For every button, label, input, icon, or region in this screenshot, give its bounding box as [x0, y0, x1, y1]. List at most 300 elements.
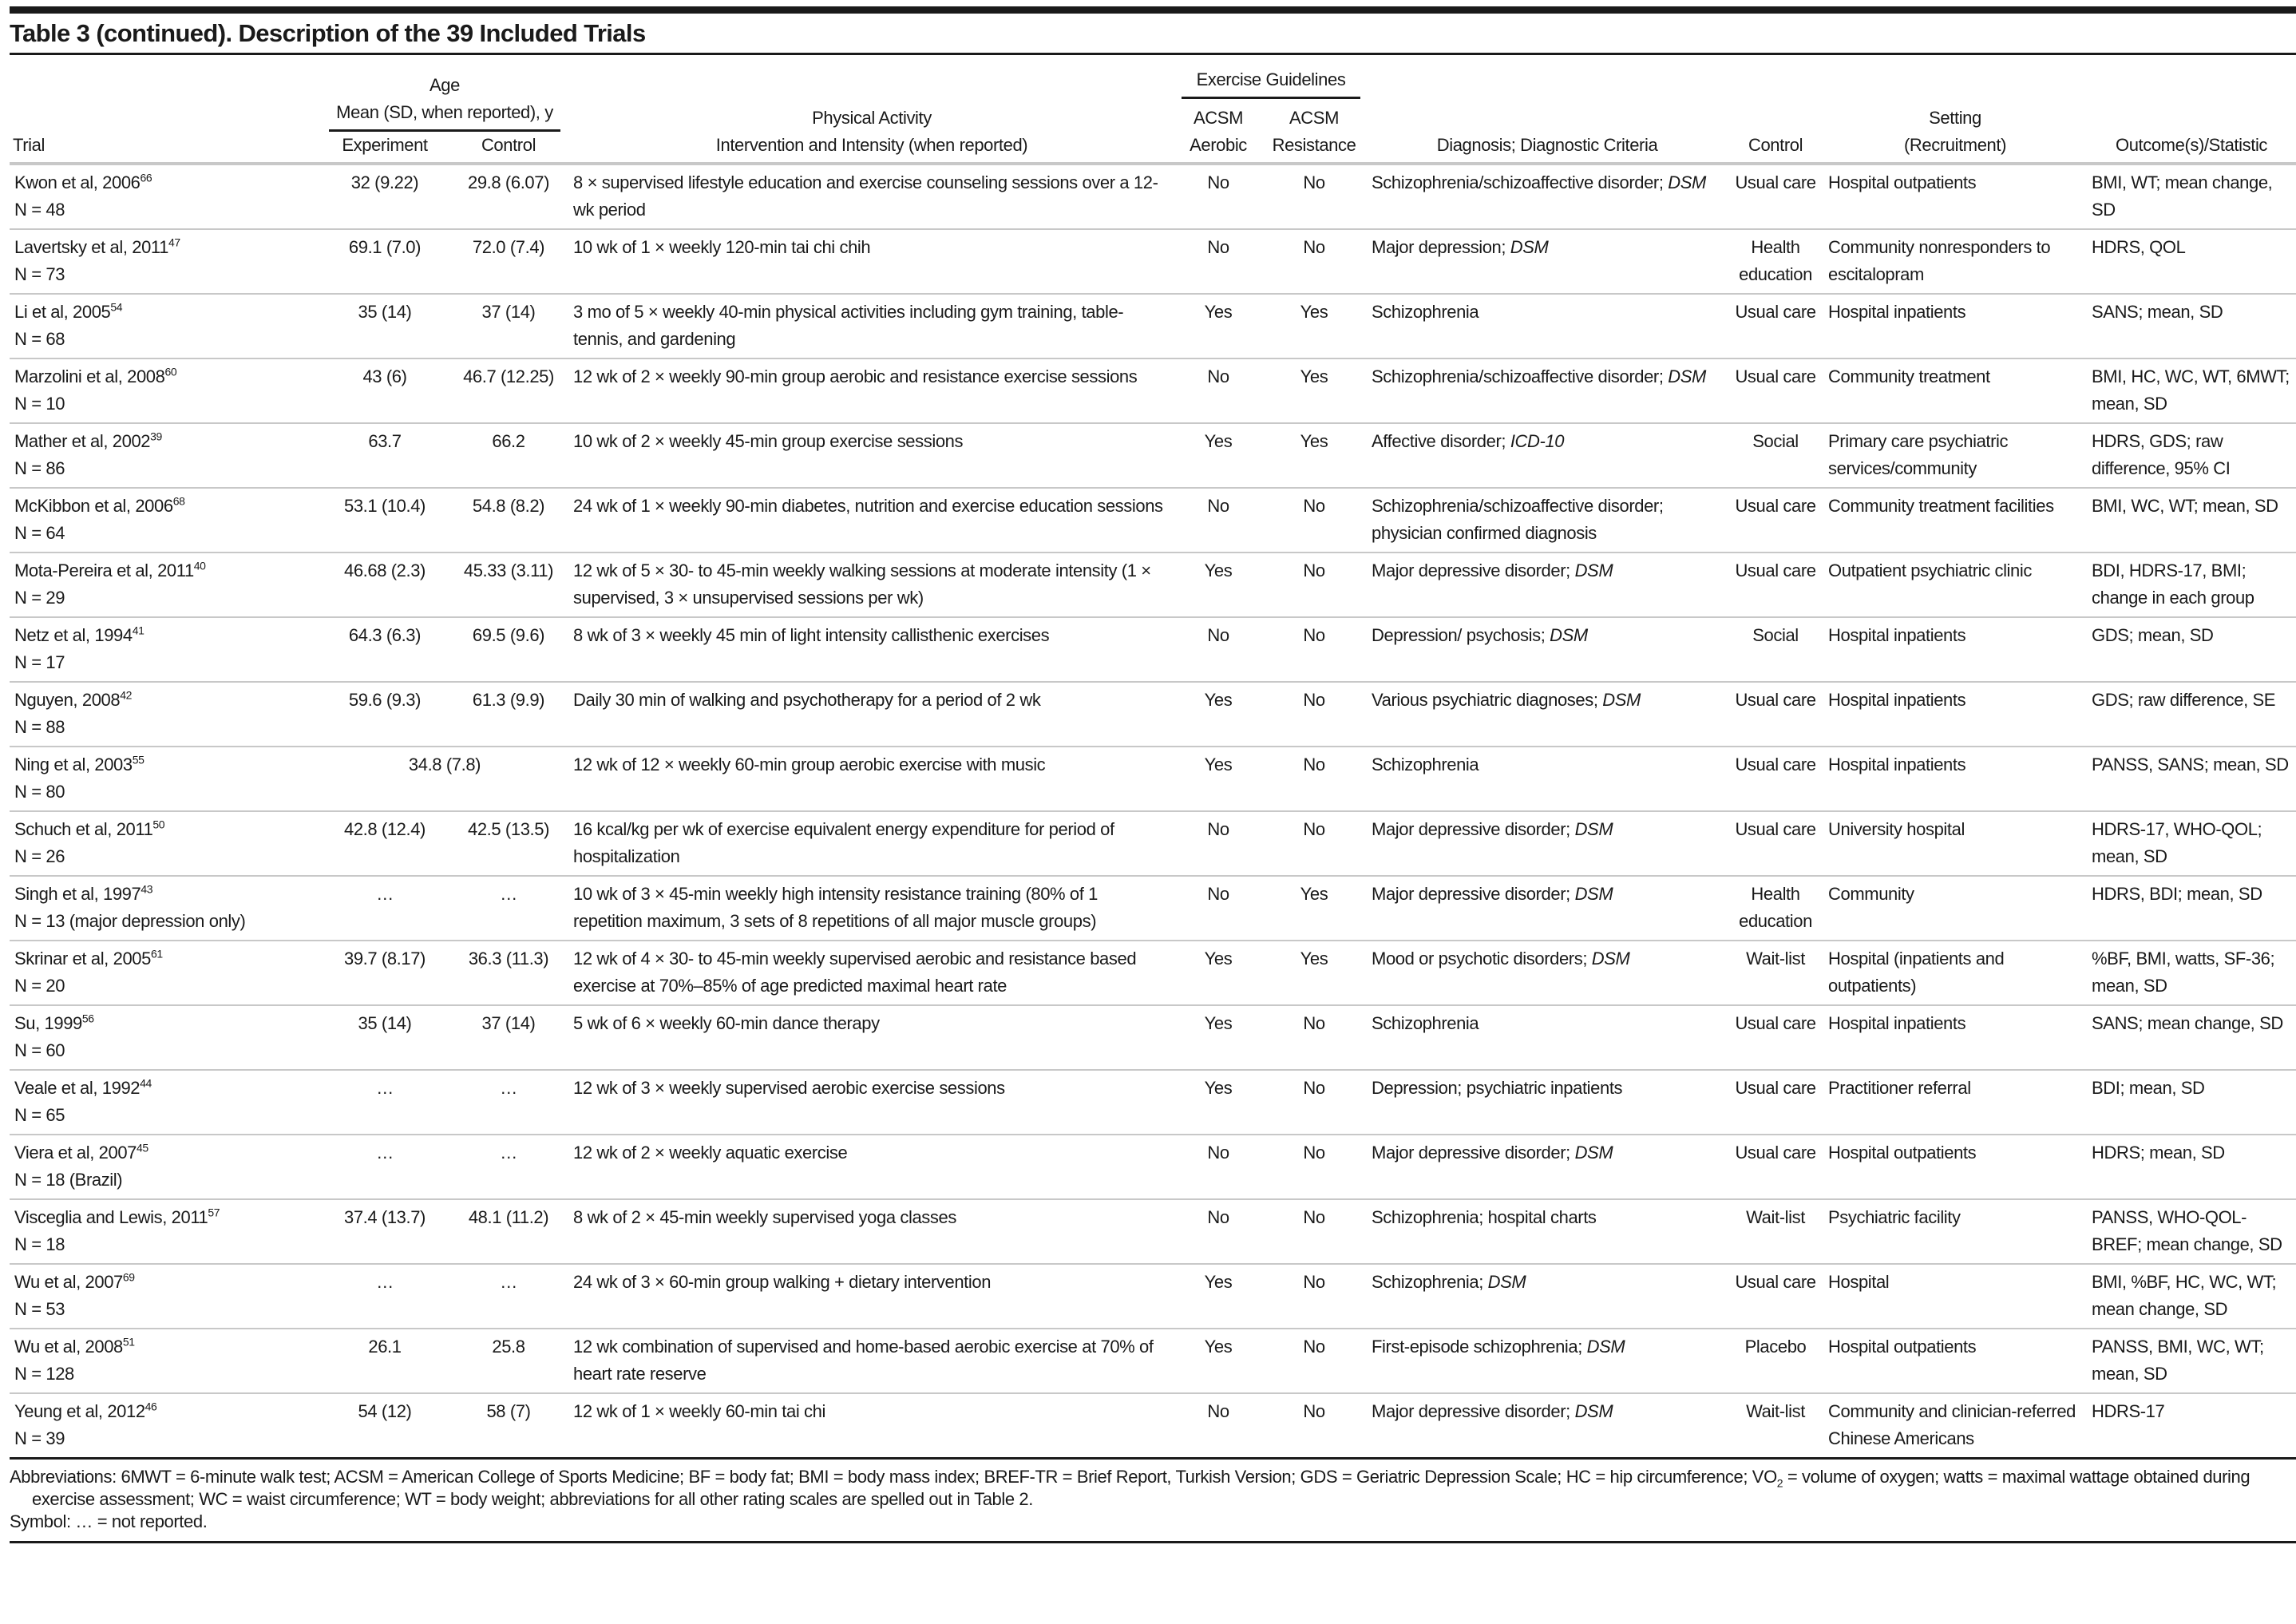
setting-cell: Community treatment: [1823, 358, 2087, 423]
outcome-cell: PANSS, SANS; mean, SD: [2087, 747, 2296, 811]
age-experiment-cell: 43 (6): [321, 358, 449, 423]
sample-size: N = 53: [14, 1299, 65, 1319]
sample-size: N = 64: [14, 523, 65, 543]
trial-cell: [10, 423, 321, 488]
sample-size: N = 128: [14, 1364, 74, 1384]
table-row: [10, 941, 2296, 1005]
diagnosis-text: Schizophrenia/schizoaffective disorder;: [1372, 172, 1669, 192]
trial-name: Schuch et al, 2011: [14, 819, 153, 839]
acsm-resistance-cell: Yes: [1261, 941, 1367, 1005]
sample-size: N = 10: [14, 394, 65, 414]
reference-number: 61: [150, 947, 163, 961]
outcome-cell: GDS; mean, SD: [2087, 617, 2296, 682]
setting-cell: Hospital inpatients: [1823, 747, 2087, 811]
age-control-cell: 58 (7): [449, 1393, 568, 1457]
diagnostic-criteria: DSM: [1574, 1401, 1613, 1421]
table-row: [10, 423, 2296, 488]
acsm-resistance-cell: Yes: [1261, 423, 1367, 488]
diagnosis-text: Affective disorder;: [1372, 431, 1510, 451]
reference-number: 41: [132, 624, 144, 637]
reference-number: 69: [122, 1270, 135, 1284]
acsm-aerobic-cell: No: [1175, 1393, 1261, 1457]
trial-name: Visceglia and Lewis, 2011: [14, 1207, 208, 1227]
acsm-resistance-cell: No: [1261, 1005, 1367, 1070]
setting-cell: Hospital outpatients: [1823, 1329, 2087, 1393]
diagnosis-cell: [1367, 1005, 1728, 1070]
reference-number: 39: [150, 430, 162, 443]
intervention-cell: 12 wk of 1 × weekly 60-min tai chi: [568, 1393, 1175, 1457]
trial-header: Trial: [13, 135, 45, 155]
trial-cell: [10, 358, 321, 423]
age-control-cell: 61.3 (9.9): [449, 682, 568, 747]
control-cell: Health education: [1728, 876, 1823, 941]
acsm-resistance-cell: No: [1261, 1199, 1367, 1264]
acsm-aerobic-cell: No: [1175, 1199, 1261, 1264]
diagnosis-text: Major depression;: [1372, 237, 1510, 257]
control-cell: Usual care: [1728, 1070, 1823, 1135]
age-control-cell: …: [449, 1135, 568, 1199]
intervention-cell: 12 wk of 2 × weekly aquatic exercise: [568, 1135, 1175, 1199]
control-cell: Usual care: [1728, 294, 1823, 358]
diagnostic-criteria: ICD-10: [1510, 431, 1565, 451]
outcome-cell: GDS; raw difference, SE: [2087, 682, 2296, 747]
acsm-aerobic-cell: No: [1175, 811, 1261, 876]
diagnosis-cell: [1367, 682, 1728, 747]
control-cell: Social: [1728, 423, 1823, 488]
trial-cell: [10, 682, 321, 747]
acsm-aerobic-cell: Yes: [1175, 682, 1261, 747]
intervention-cell: 8 × supervised lifestyle education and exercise counseling sessions over a 12-wk period: [568, 164, 1175, 229]
trials-table: [10, 58, 2296, 1457]
sample-size: N = 13 (major depression only): [14, 911, 246, 931]
outcome-cell: PANSS, WHO-QOL-BREF; mean change, SD: [2087, 1199, 2296, 1264]
diagnosis-cell: [1367, 488, 1728, 553]
diagnostic-criteria: DSM: [1510, 237, 1549, 257]
acsm-aerobic-cell: Yes: [1175, 747, 1261, 811]
age-experiment-cell: 46.68 (2.3): [321, 553, 449, 617]
diagnosis-text: Mood or psychotic disorders;: [1372, 949, 1592, 968]
age-experiment-cell: 32 (9.22): [321, 164, 449, 229]
sample-size: N = 26: [14, 846, 65, 866]
table-body: [10, 164, 2296, 1457]
age-control-cell: 45.33 (3.11): [449, 553, 568, 617]
reference-number: 46: [144, 1400, 157, 1413]
trial-name: Veale et al, 1992: [14, 1078, 141, 1098]
acsm-aerobic-cell: No: [1175, 1135, 1261, 1199]
reference-number: 47: [168, 236, 180, 249]
age-control-cell: …: [449, 1070, 568, 1135]
age-control-cell: 72.0 (7.4): [449, 229, 568, 294]
outcome-cell: HDRS, QOL: [2087, 229, 2296, 294]
table-row: [10, 1005, 2296, 1070]
trial-cell: [10, 1005, 321, 1070]
intervention-cell: 16 kcal/kg per wk of exercise equivalent energy expenditure for period of hospitalization: [568, 811, 1175, 876]
table-row: [10, 358, 2296, 423]
age-experiment-cell: 64.3 (6.3): [321, 617, 449, 682]
abbr-subscript: 2: [1776, 1476, 1783, 1490]
diagnostic-criteria: DSM: [1574, 819, 1613, 839]
trial-cell: [10, 1070, 321, 1135]
control-cell: Usual care: [1728, 1264, 1823, 1329]
age-subheader: Mean (SD, when reported), y: [329, 99, 560, 132]
acsm-aerobic-cell: Yes: [1175, 1005, 1261, 1070]
table-row: [10, 1135, 2296, 1199]
trial-name: Lavertsky et al, 2011: [14, 237, 168, 257]
outcome-cell: BMI, WC, WT; mean, SD: [2087, 488, 2296, 553]
aerobic-header-2: Aerobic: [1190, 135, 1247, 155]
acsm-aerobic-cell: Yes: [1175, 553, 1261, 617]
table-row: [10, 1070, 2296, 1135]
diagnosis-text: Major depressive disorder;: [1372, 1143, 1575, 1163]
sample-size: N = 18 (Brazil): [14, 1170, 123, 1190]
control-cell: Usual care: [1728, 358, 1823, 423]
acsm-resistance-cell: No: [1261, 1393, 1367, 1457]
diagnosis-cell: [1367, 229, 1728, 294]
reference-number: 50: [152, 818, 165, 831]
diagnosis-cell: [1367, 1264, 1728, 1329]
trial-name: Marzolini et al, 2008: [14, 366, 165, 386]
intervention-cell: 5 wk of 6 × weekly 60-min dance therapy: [568, 1005, 1175, 1070]
diagnostic-criteria: DSM: [1586, 1337, 1625, 1357]
acsm-aerobic-cell: No: [1175, 617, 1261, 682]
setting-cell: University hospital: [1823, 811, 2087, 876]
trial-cell: [10, 164, 321, 229]
sample-size: N = 29: [14, 588, 65, 608]
age-control-cell: 37 (14): [449, 294, 568, 358]
acsm-resistance-cell: No: [1261, 682, 1367, 747]
control-header: Control: [1748, 135, 1803, 155]
age-control-cell: 46.7 (12.25): [449, 358, 568, 423]
table-row: [10, 164, 2296, 229]
sample-size: N = 86: [14, 458, 65, 478]
sample-size: N = 65: [14, 1105, 65, 1125]
acsm-aerobic-cell: Yes: [1175, 423, 1261, 488]
abbreviations-note: [10, 1466, 2285, 1511]
intervention-cell: Daily 30 min of walking and psychotherapy for a period of 2 wk: [568, 682, 1175, 747]
table-header: [10, 58, 2296, 164]
reference-number: 55: [132, 753, 144, 766]
control-cell: Usual care: [1728, 553, 1823, 617]
diagnosis-text: Schizophrenia: [1372, 1013, 1479, 1033]
diagnosis-cell: [1367, 1199, 1728, 1264]
trial-cell: [10, 553, 321, 617]
table-row: [10, 682, 2296, 747]
table-row: [10, 1393, 2296, 1457]
diagnostic-criteria: DSM: [1574, 884, 1613, 904]
age-experiment-cell: 54 (12): [321, 1393, 449, 1457]
acsm-aerobic-cell: No: [1175, 229, 1261, 294]
trial-cell: [10, 941, 321, 1005]
sample-size: N = 39: [14, 1428, 65, 1448]
trial-name: McKibbon et al, 2006: [14, 496, 173, 516]
diagnosis-cell: [1367, 1329, 1728, 1393]
setting-cell: Psychiatric facility: [1823, 1199, 2087, 1264]
age-control-cell: 42.5 (13.5): [449, 811, 568, 876]
sample-size: N = 68: [14, 329, 65, 349]
outcome-cell: HDRS; mean, SD: [2087, 1135, 2296, 1199]
resistance-header-2: Resistance: [1272, 135, 1356, 155]
trial-cell: [10, 747, 321, 811]
trial-name: Kwon et al, 2006: [14, 172, 141, 192]
reference-number: 44: [140, 1076, 152, 1090]
table-row: [10, 1329, 2296, 1393]
top-thick-rule: [10, 6, 2296, 14]
intervention-cell: 12 wk of 2 × weekly 90-min group aerobic and resistance exercise sessions: [568, 358, 1175, 423]
age-experiment-cell: …: [321, 1264, 449, 1329]
control-cell: Usual care: [1728, 164, 1823, 229]
outcome-cell: BDI, HDRS-17, BMI; change in each group: [2087, 553, 2296, 617]
trial-name: Su, 1999: [14, 1013, 82, 1033]
control-cell: Health education: [1728, 229, 1823, 294]
age-control-cell: 25.8: [449, 1329, 568, 1393]
outcome-cell: HDRS, BDI; mean, SD: [2087, 876, 2296, 941]
control-cell: Usual care: [1728, 811, 1823, 876]
control-cell: Wait-list: [1728, 1393, 1823, 1457]
acsm-resistance-cell: No: [1261, 164, 1367, 229]
acsm-aerobic-cell: Yes: [1175, 1329, 1261, 1393]
age-experiment-cell: 53.1 (10.4): [321, 488, 449, 553]
abbr-text-b: = volume of oxygen; watts = maximal wattage obtained during exercise assessment; WC = waist circumference; WT = body weight; abbreviations for all other rating scales are spelled out in Table 2.: [32, 1467, 2250, 1509]
sample-size: N = 17: [14, 652, 65, 672]
diagnosis-cell: [1367, 358, 1728, 423]
sample-size: N = 80: [14, 782, 65, 802]
diagnosis-cell: [1367, 747, 1728, 811]
outcome-header: Outcome(s)/Statistic: [2115, 135, 2268, 155]
table-row: [10, 488, 2296, 553]
intervention-cell: 12 wk of 5 × 30- to 45-min weekly walking sessions at moderate intensity (1 × supervised, 3 × unsupervised sessions per wk): [568, 553, 1175, 617]
intervention-cell: 8 wk of 3 × weekly 45 min of light intensity callisthenic exercises: [568, 617, 1175, 682]
diagnosis-text: First-episode schizophrenia;: [1372, 1337, 1587, 1357]
diagnosis-text: Various psychiatric diagnoses;: [1372, 690, 1603, 710]
age-experiment-cell: 69.1 (7.0): [321, 229, 449, 294]
setting-header-1: Setting: [1929, 108, 1981, 128]
diagnosis-cell: [1367, 423, 1728, 488]
setting-header-2: (Recruitment): [1903, 135, 2007, 155]
diagnosis-text: Schizophrenia/schizoaffective disorder; physician confirmed diagnosis: [1372, 496, 1664, 543]
acsm-aerobic-cell: Yes: [1175, 294, 1261, 358]
trial-cell: [10, 811, 321, 876]
trial-cell: [10, 1329, 321, 1393]
diagnosis-text: Major depressive disorder;: [1372, 884, 1575, 904]
acsm-resistance-cell: Yes: [1261, 294, 1367, 358]
setting-cell: Hospital outpatients: [1823, 164, 2087, 229]
trial-name: Mather et al, 2002: [14, 431, 151, 451]
age-experiment-cell: …: [321, 876, 449, 941]
acsm-resistance-cell: No: [1261, 617, 1367, 682]
age-header: Age: [430, 75, 460, 95]
age-experiment-cell: 35 (14): [321, 294, 449, 358]
age-combined-cell: 34.8 (7.8): [321, 747, 568, 811]
pa-header-1: Physical Activity: [812, 108, 932, 128]
age-control-cell: …: [449, 876, 568, 941]
diagnosis-text: Schizophrenia/schizoaffective disorder;: [1372, 366, 1669, 386]
intervention-cell: 12 wk combination of supervised and home-based aerobic exercise at 70% of heart rate reserve: [568, 1329, 1175, 1393]
diagnosis-text: Schizophrenia; hospital charts: [1372, 1207, 1597, 1227]
trial-name: Netz et al, 1994: [14, 625, 133, 645]
diagnostic-criteria: DSM: [1550, 625, 1588, 645]
age-control-cell: 66.2: [449, 423, 568, 488]
diagnosis-text: Schizophrenia: [1372, 755, 1479, 774]
reference-number: 60: [164, 365, 177, 378]
outcome-cell: HDRS-17, WHO-QOL; mean, SD: [2087, 811, 2296, 876]
age-experiment-cell: 26.1: [321, 1329, 449, 1393]
acsm-aerobic-cell: No: [1175, 164, 1261, 229]
reference-number: 43: [141, 882, 153, 896]
acsm-resistance-cell: No: [1261, 229, 1367, 294]
reference-number: 40: [193, 559, 206, 572]
diagnosis-text: Depression; psychiatric inpatients: [1372, 1078, 1623, 1098]
trial-name: Li et al, 2005: [14, 302, 111, 322]
age-control-cell: 36.3 (11.3): [449, 941, 568, 1005]
age-experiment-cell: 35 (14): [321, 1005, 449, 1070]
title-rule: [10, 53, 2296, 55]
table-row: [10, 229, 2296, 294]
diagnostic-criteria: DSM: [1668, 366, 1706, 386]
age-control-cell: 69.5 (9.6): [449, 617, 568, 682]
table-title: Table 3 (continued). Description of the 39 Included Trials: [10, 19, 646, 47]
diagnostic-criteria: DSM: [1668, 172, 1706, 192]
table-row: [10, 811, 2296, 876]
setting-cell: Community treatment facilities: [1823, 488, 2087, 553]
age-control-cell: 54.8 (8.2): [449, 488, 568, 553]
age-control-cell: 48.1 (11.2): [449, 1199, 568, 1264]
setting-cell: Hospital inpatients: [1823, 682, 2087, 747]
diagnosis-cell: [1367, 617, 1728, 682]
outcome-cell: SANS; mean change, SD: [2087, 1005, 2296, 1070]
acsm-resistance-cell: No: [1261, 811, 1367, 876]
acsm-resistance-cell: Yes: [1261, 358, 1367, 423]
sample-size: N = 20: [14, 976, 65, 996]
setting-cell: Primary care psychiatric services/community: [1823, 423, 2087, 488]
age-experiment-cell: 59.6 (9.3): [321, 682, 449, 747]
age-experiment-cell: 42.8 (12.4): [321, 811, 449, 876]
acsm-resistance-cell: No: [1261, 1264, 1367, 1329]
setting-cell: Hospital outpatients: [1823, 1135, 2087, 1199]
age-experiment-cell: 63.7: [321, 423, 449, 488]
trial-cell: [10, 1393, 321, 1457]
aerobic-header-1: ACSM: [1194, 108, 1243, 128]
control-cell: Wait-list: [1728, 941, 1823, 1005]
setting-cell: Hospital inpatients: [1823, 617, 2087, 682]
setting-cell: Hospital (inpatients and outpatients): [1823, 941, 2087, 1005]
control-cell: Usual care: [1728, 682, 1823, 747]
diagnostic-criteria: DSM: [1602, 690, 1641, 710]
sample-size: N = 73: [14, 264, 65, 284]
outcome-cell: %BF, BMI, watts, SF-36; mean, SD: [2087, 941, 2296, 1005]
age-experiment-cell: 37.4 (13.7): [321, 1199, 449, 1264]
setting-cell: Community nonresponders to escitalopram: [1823, 229, 2087, 294]
age-experiment-cell: …: [321, 1070, 449, 1135]
acsm-resistance-cell: No: [1261, 1070, 1367, 1135]
intervention-cell: 12 wk of 12 × weekly 60-min group aerobic exercise with music: [568, 747, 1175, 811]
reference-number: 56: [81, 1012, 94, 1025]
acsm-resistance-cell: No: [1261, 1135, 1367, 1199]
diagnosis-text: Schizophrenia: [1372, 302, 1479, 322]
intervention-cell: 24 wk of 3 × 60-min group walking + dietary intervention: [568, 1264, 1175, 1329]
acsm-aerobic-cell: Yes: [1175, 1264, 1261, 1329]
diagnosis-cell: [1367, 876, 1728, 941]
diagnosis-cell: [1367, 941, 1728, 1005]
setting-cell: Outpatient psychiatric clinic: [1823, 553, 2087, 617]
table-row: [10, 294, 2296, 358]
diagnosis-text: Major depressive disorder;: [1372, 819, 1575, 839]
diagnosis-cell: [1367, 164, 1728, 229]
outcome-cell: SANS; mean, SD: [2087, 294, 2296, 358]
abbr-text-a: Abbreviations: 6MWT = 6-minute walk test; ACSM = American College of Sports Medicine; BF = body fat; BMI = body mass index; BREF-TR = Brief Report, Turkish Version; GDS = Geriatric Depression Scale; HC = hip circumference; VO: [10, 1467, 1777, 1487]
control-cell: Usual care: [1728, 1005, 1823, 1070]
diagnosis-cell: [1367, 1393, 1728, 1457]
reference-number: 51: [122, 1335, 135, 1349]
trial-cell: [10, 294, 321, 358]
trial-cell: [10, 1135, 321, 1199]
age-control-cell: 37 (14): [449, 1005, 568, 1070]
trial-name: Viera et al, 2007: [14, 1143, 137, 1163]
intervention-cell: 10 wk of 3 × 45-min weekly high intensity resistance training (80% of 1 repetition maximum, 3 sets of 8 repetitions of all major muscle groups): [568, 876, 1175, 941]
intervention-cell: 3 mo of 5 × weekly 40-min physical activities including gym training, table-tennis, and gardening: [568, 294, 1175, 358]
page-bottom-rule: [10, 1541, 2296, 1543]
trial-name: Ning et al, 2003: [14, 755, 133, 774]
diagnosis-text: Depression/ psychosis;: [1372, 625, 1550, 645]
trial-name: Wu et al, 2008: [14, 1337, 123, 1357]
pa-header-2: Intervention and Intensity (when reported): [715, 135, 1028, 155]
outcome-cell: HDRS-17: [2087, 1393, 2296, 1457]
reference-number: 42: [120, 688, 132, 702]
diagnosis-cell: [1367, 1135, 1728, 1199]
trial-cell: [10, 488, 321, 553]
acsm-resistance-cell: Yes: [1261, 876, 1367, 941]
acsm-resistance-cell: No: [1261, 488, 1367, 553]
outcome-cell: BMI, WT; mean change, SD: [2087, 164, 2296, 229]
symbol-note: Symbol: … = not reported.: [10, 1511, 208, 1531]
trial-cell: [10, 617, 321, 682]
intervention-cell: 8 wk of 2 × 45-min weekly supervised yoga classes: [568, 1199, 1175, 1264]
guidelines-header: Exercise Guidelines: [1182, 66, 1360, 99]
trial-cell: [10, 1264, 321, 1329]
acsm-aerobic-cell: No: [1175, 358, 1261, 423]
age-control-cell: 29.8 (6.07): [449, 164, 568, 229]
outcome-cell: BMI, HC, WC, WT, 6MWT; mean, SD: [2087, 358, 2296, 423]
intervention-cell: 12 wk of 4 × 30- to 45-min weekly supervised aerobic and resistance based exercise at 70%–85% of age predicted maximal heart rate: [568, 941, 1175, 1005]
diagnostic-criteria: DSM: [1591, 949, 1630, 968]
diagnosis-header: Diagnosis; Diagnostic Criteria: [1436, 135, 1658, 155]
acsm-aerobic-cell: Yes: [1175, 941, 1261, 1005]
table-row: [10, 876, 2296, 941]
age-experiment-cell: 39.7 (8.17): [321, 941, 449, 1005]
diagnostic-criteria: DSM: [1574, 1143, 1613, 1163]
diagnosis-text: Major depressive disorder;: [1372, 560, 1575, 580]
table-row: [10, 1264, 2296, 1329]
sample-size: N = 88: [14, 717, 65, 737]
acsm-aerobic-cell: No: [1175, 488, 1261, 553]
diagnosis-text: Schizophrenia;: [1372, 1272, 1488, 1292]
sample-size: N = 18: [14, 1234, 65, 1254]
trial-name: Mota-Pereira et al, 2011: [14, 560, 194, 580]
acsm-resistance-cell: No: [1261, 1329, 1367, 1393]
trial-cell: [10, 229, 321, 294]
outcome-cell: BMI, %BF, HC, WC, WT; mean change, SD: [2087, 1264, 2296, 1329]
outcome-cell: PANSS, BMI, WC, WT; mean, SD: [2087, 1329, 2296, 1393]
intervention-cell: 12 wk of 3 × weekly supervised aerobic exercise sessions: [568, 1070, 1175, 1135]
trial-name: Wu et al, 2007: [14, 1272, 123, 1292]
diagnosis-text: Major depressive disorder;: [1372, 1401, 1575, 1421]
setting-cell: Hospital inpatients: [1823, 1005, 2087, 1070]
table-row: [10, 553, 2296, 617]
intervention-cell: 24 wk of 1 × weekly 90-min diabetes, nutrition and exercise education sessions: [568, 488, 1175, 553]
age-control-cell: …: [449, 1264, 568, 1329]
diagnosis-cell: [1367, 1070, 1728, 1135]
control-age-header: Control: [481, 135, 536, 155]
acsm-aerobic-cell: Yes: [1175, 1070, 1261, 1135]
